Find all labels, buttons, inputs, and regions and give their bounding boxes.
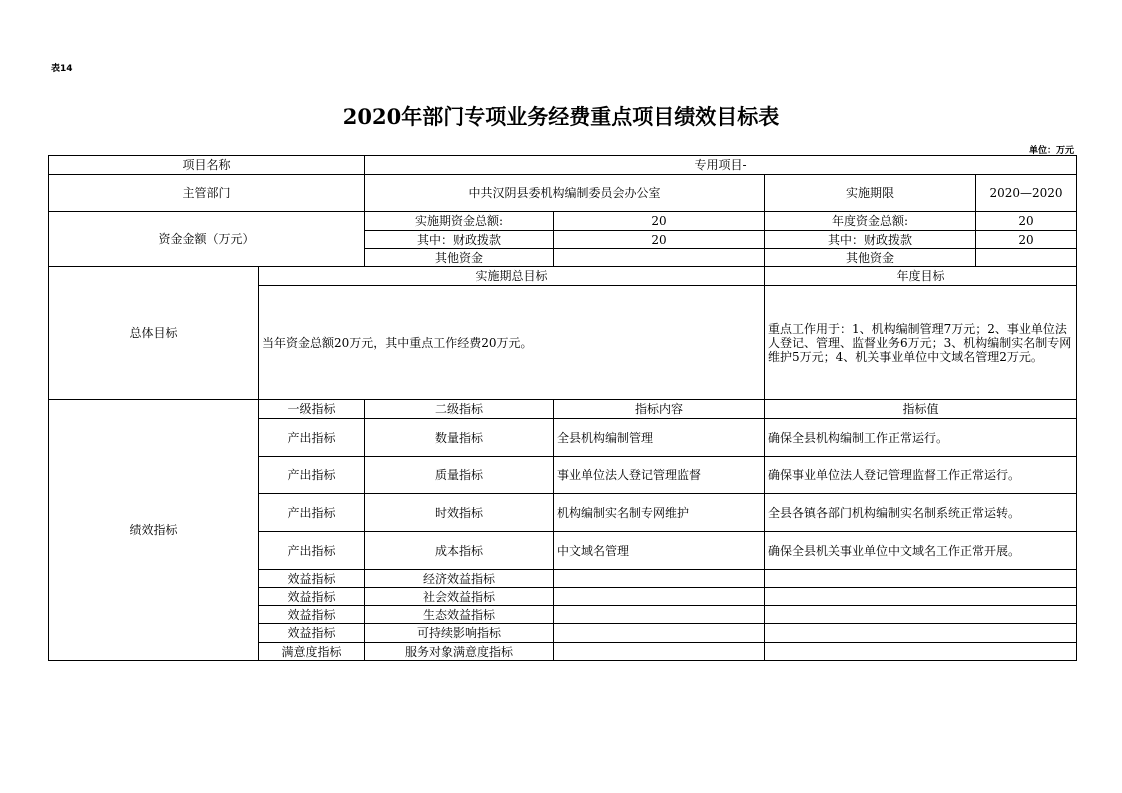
performance-goal-table (48, 155, 1077, 661)
annual-total-funds-value: 20 (976, 212, 1077, 231)
indicator-content: 事业单位法人登记管理监督 (554, 457, 765, 494)
page-title: 2020年部门专项业务经费重点项目绩效目标表 (342, 104, 780, 129)
indicator-level1: 产出指标 (259, 532, 365, 570)
indicator-content: 机构编制实名制专网维护 (554, 494, 765, 532)
funds-total-row (49, 212, 1077, 231)
header-level2: 二级指标 (365, 400, 554, 419)
annual-goal-text: 重点工作用于：1、机构编制管理7万元；2、事业单位法人登记、管理、监督业务6万元；3、机构编制实名制专网维护5万元；4、机关事业单位中文域名管理2万元。 (765, 286, 1077, 400)
indicator-level2: 成本指标 (365, 532, 554, 570)
annual-other-funds-label: 其他资金 (765, 249, 976, 267)
indicator-content (554, 624, 765, 643)
indicator-level1: 效益指标 (259, 606, 365, 624)
fiscal-funds-value: 20 (554, 231, 765, 249)
indicator-value (765, 624, 1077, 643)
indicator-content: 中文域名管理 (554, 532, 765, 570)
total-funds-value: 20 (554, 212, 765, 231)
indicator-value: 全县各镇各部门机构编制实名制系统正常运转。 (765, 494, 1077, 532)
period-goal-header: 实施期总目标 (259, 267, 765, 286)
annual-fiscal-funds-value: 20 (976, 231, 1077, 249)
table-number-label: 表14 (51, 64, 73, 74)
indicator-content (554, 606, 765, 624)
indicator-content: 全县机构编制管理 (554, 419, 765, 457)
indicator-value (765, 643, 1077, 661)
dept-label: 主管部门 (49, 175, 365, 212)
indicator-header-row (49, 400, 1077, 419)
indicator-level1: 满意度指标 (259, 643, 365, 661)
indicator-level1: 效益指标 (259, 588, 365, 606)
indicator-content (554, 588, 765, 606)
header-level1: 一级指标 (259, 400, 365, 419)
period-label: 实施期限 (765, 175, 976, 212)
indicator-value: 确保全县机关事业单位中文域名工作正常开展。 (765, 532, 1077, 570)
overall-goal-label: 总体目标 (49, 267, 259, 400)
performance-indicator-label: 绩效指标 (49, 400, 259, 661)
funds-label: 资金金额（万元） (49, 212, 365, 267)
indicator-value (765, 570, 1077, 588)
indicator-level2: 经济效益指标 (365, 570, 554, 588)
indicator-value: 确保全县机构编制工作正常运行。 (765, 419, 1077, 457)
indicator-level1: 效益指标 (259, 624, 365, 643)
header-content: 指标内容 (554, 400, 765, 419)
annual-other-funds-value (976, 249, 1077, 267)
annual-fiscal-funds-label: 其中：财政拨款 (765, 231, 976, 249)
dept-row (49, 175, 1077, 212)
other-funds-value (554, 249, 765, 267)
indicator-value (765, 588, 1077, 606)
indicator-content (554, 570, 765, 588)
indicator-level2: 数量指标 (365, 419, 554, 457)
indicator-level2: 社会效益指标 (365, 588, 554, 606)
project-name-value: 专用项目- (365, 156, 1077, 175)
total-funds-label: 实施期资金总额: (365, 212, 554, 231)
indicator-level2: 时效指标 (365, 494, 554, 532)
period-value: 2020—2020 (976, 175, 1077, 212)
project-name-label: 项目名称 (49, 156, 365, 175)
unit-label: 单位：万元 (1028, 146, 1074, 156)
indicator-level1: 产出指标 (259, 494, 365, 532)
indicator-content (554, 643, 765, 661)
indicator-level1: 产出指标 (259, 419, 365, 457)
indicator-level2: 服务对象满意度指标 (365, 643, 554, 661)
other-funds-label: 其他资金 (365, 249, 554, 267)
indicator-value: 确保事业单位法人登记管理监督工作正常运行。 (765, 457, 1077, 494)
indicator-value (765, 606, 1077, 624)
indicator-level2: 可持续影响指标 (365, 624, 554, 643)
indicator-level2: 质量指标 (365, 457, 554, 494)
fiscal-funds-label: 其中：财政拨款 (365, 231, 554, 249)
annual-goal-header: 年度目标 (765, 267, 1077, 286)
indicator-level1: 效益指标 (259, 570, 365, 588)
header-value: 指标值 (765, 400, 1077, 419)
indicator-level2: 生态效益指标 (365, 606, 554, 624)
goals-header-row (49, 267, 1077, 286)
period-goal-text: 当年资金总额20万元，其中重点工作经费20万元。 (259, 286, 765, 400)
annual-total-funds-label: 年度资金总额: (765, 212, 976, 231)
indicator-level1: 产出指标 (259, 457, 365, 494)
dept-value: 中共汉阴县委机构编制委员会办公室 (365, 175, 765, 212)
project-name-row (49, 156, 1077, 175)
